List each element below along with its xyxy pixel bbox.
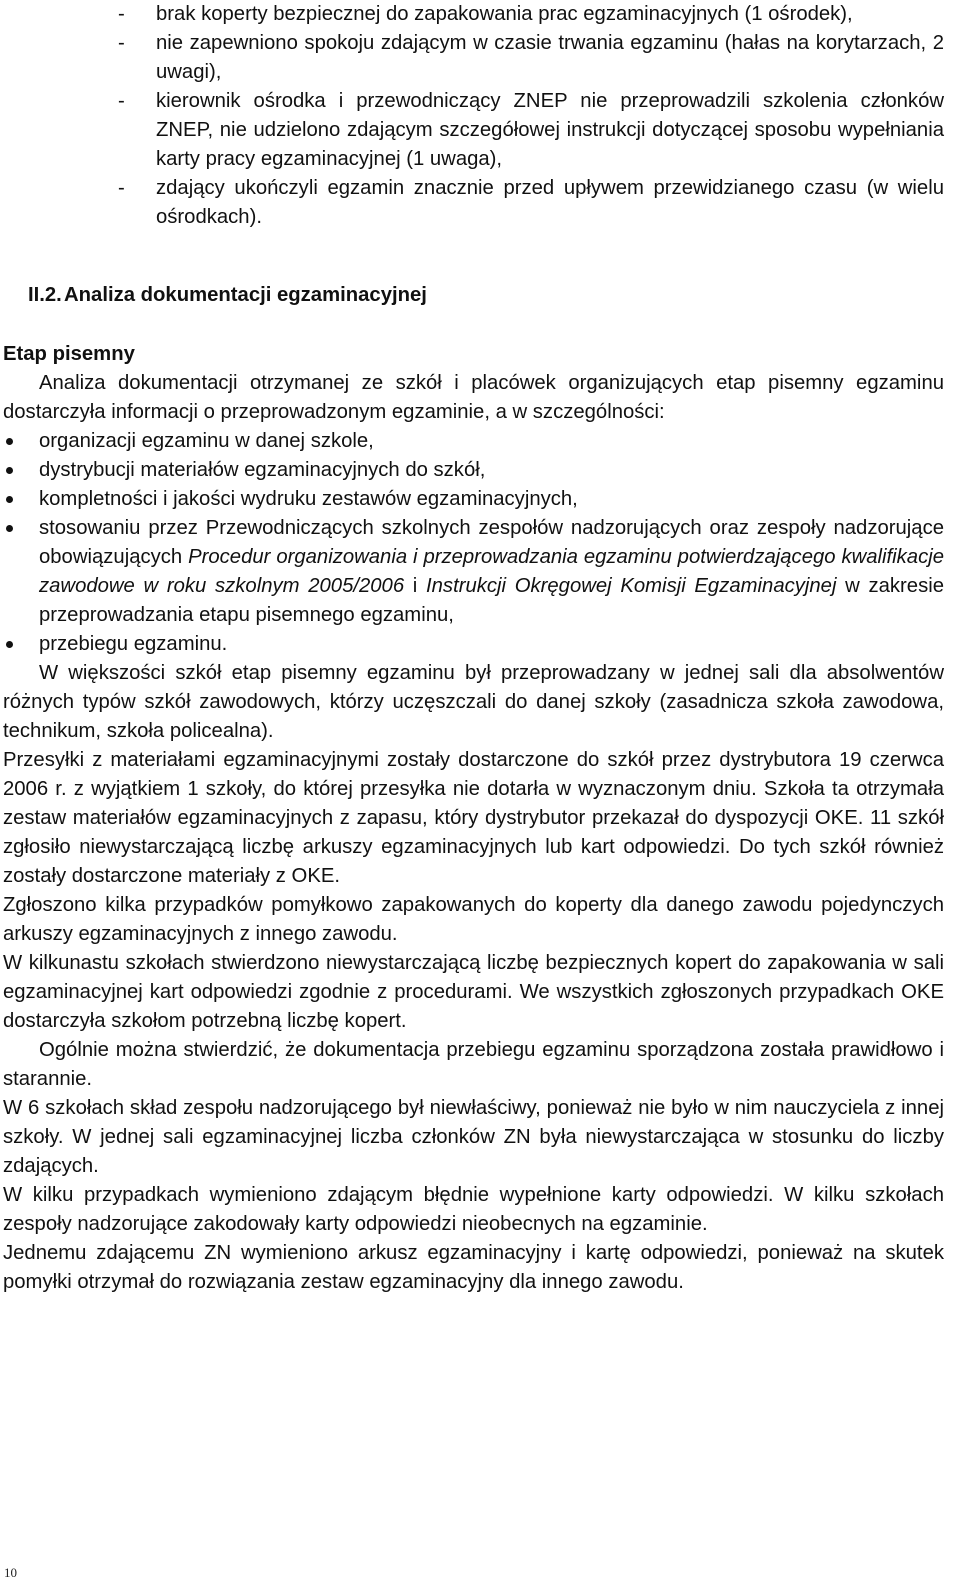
bullet-item xyxy=(3,427,944,456)
instruction-title: Instrukcji Okręgowej Komisji Egzaminacyjnej xyxy=(426,575,837,597)
bullet-dot-icon xyxy=(6,438,13,445)
bullet-item xyxy=(3,630,944,659)
dash-marker: - xyxy=(118,3,125,25)
dash-marker: - xyxy=(118,177,125,199)
bullet-text: dystrybucji materiałów egzaminacyjnych do szkół, xyxy=(39,459,486,481)
paragraph: Ogólnie można stwierdzić, że dokumentacja przebiegu egzaminu sporządzona została prawidłowo i starannie. xyxy=(3,1039,944,1090)
section-title: Analiza dokumentacji egzaminacyjnej xyxy=(64,284,427,306)
dash-list xyxy=(112,0,944,232)
dash-item xyxy=(112,29,944,87)
bullet-item xyxy=(3,485,944,514)
paragraph: Zgłoszono kilka przypadków pomyłkowo zapakowanych do koperty dla danego zawodu pojedynczych arkuszy egzaminacyjnych z innego zawodu. xyxy=(3,894,944,945)
paragraph: W kilkunastu szkołach stwierdzono niewystarczającą liczbę bezpiecznych kopert do zapakowania w sali egzaminacyjnej kart odpowiedzi zgodnie z procedurami. We wszystkich zgłoszonych przypadkach OKE dostarczyła szkołom potrzebną liczbę kopert. xyxy=(3,952,944,1032)
bullet-item xyxy=(3,456,944,485)
etap-section xyxy=(0,340,944,1297)
bullet-text: organizacji egzaminu w danej szkole, xyxy=(39,430,374,452)
intro-paragraph: Analiza dokumentacji otrzymanej ze szkół i placówek organizujących etap pisemny egzaminu dostarczyła informacji o przeprowadzonym egzaminie, a w szczególności: xyxy=(3,372,944,423)
dash-item xyxy=(112,87,944,174)
section-number: II.2. xyxy=(28,284,62,306)
paragraph: W 6 szkołach skład zespołu nadzorującego był niewłaściwy, ponieważ nie było w nim nauczyciela z innej szkoły. W jednej sali egzaminacyjnej liczba członków ZN była niewystarczająca w stosunku do liczby zdających. xyxy=(3,1097,944,1177)
paragraph: W kilku przypadkach wymieniono zdającym błędnie wypełnione karty odpowiedzi. W kilku szkołach zespoły nadzorujące zakodowały karty odpowiedzi nieobecnych na egzaminie. xyxy=(3,1184,944,1235)
page-number: 10 xyxy=(4,1565,17,1580)
dash-marker: - xyxy=(118,90,125,112)
paragraph: W większości szkół etap pisemny egzaminu był przeprowadzany w jednej sali dla absolwentów różnych typów szkół zawodowych, którzy uczęszczali do danej szkoły (zasadnicza szkoła zawodowa, technikum, szkoła policealna). xyxy=(3,662,944,742)
bullet-dot-icon xyxy=(6,467,13,474)
dash-item-text: nie zapewniono spokoju zdającym w czasie trwania egzaminu (hałas na korytarzach, 2 uwagi), xyxy=(156,32,944,83)
bullet-text-part: i xyxy=(404,575,427,597)
bullet-text-part: w zakresie przeprowadzania etapu pisemnego egzaminu, xyxy=(39,575,945,626)
bullet-item xyxy=(3,514,944,630)
bullet-dot-icon xyxy=(6,641,13,648)
dash-item-text: brak koperty bezpiecznej do zapakowania prac egzaminacyjnych (1 ośrodek), xyxy=(156,3,853,25)
bullet-dot-icon xyxy=(6,496,13,503)
procedures-title: Procedur organizowania i przeprowadzania egzaminu potwierdzającego kwalifikacje zawodowe w roku szkolnym 2005/2006 xyxy=(39,546,945,597)
dash-marker: - xyxy=(118,32,125,54)
bullet-dot-icon xyxy=(6,525,13,532)
bullet-list xyxy=(0,427,944,659)
section-heading xyxy=(28,281,427,310)
dash-item-text: zdający ukończyli egzamin znacznie przed upływem przewidzianego czasu (w wielu ośrodkach). xyxy=(156,177,944,228)
paragraph: Jednemu zdającemu ZN wymieniono arkusz egzaminacyjny i kartę odpowiedzi, ponieważ na skutek pomyłki otrzymał do rozwiązania zestaw egzaminacyjny dla innego zawodu. xyxy=(3,1242,944,1293)
dash-item-text: kierownik ośrodka i przewodniczący ZNEP nie przeprowadzili szkolenia członków ZNEP, nie udzielono zdającym szczegółowej instrukcji dotyczącej sposobu wypełniania karty pracy egzaminacyjnej (1 uwaga), xyxy=(156,90,944,170)
dash-item xyxy=(112,0,944,29)
bullet-text: przebiegu egzaminu. xyxy=(39,633,228,655)
bullet-text-part: stosowaniu przez Przewodniczących szkolnych zespołów nadzorujących oraz zespoły nadzorujące obowiązujących xyxy=(39,517,944,568)
bullet-text: kompletności i jakości wydruku zestawów egzaminacyjnych, xyxy=(39,488,578,510)
dash-item xyxy=(112,174,944,232)
paragraph: Przesyłki z materiałami egzaminacyjnymi zostały dostarczone do szkół przez dystrybutora 19 czerwca 2006 r. z wyjątkiem 1 szkoły, do której przesyłka nie dotarła w wyznaczonym dniu. Szkoła ta otrzymała zestaw materiałów egzaminacyjnych z zapasu, który dystrybutor przekazał do dyspozycji OKE. 11 szkół zgłosiło niewystarczającą liczbę arkuszy egzaminacyjnych lub kart odpowiedzi. Do tych szkół również zostały dostarczone materiały z OKE. xyxy=(3,749,944,887)
etap-title: Etap pisemny xyxy=(3,343,135,365)
